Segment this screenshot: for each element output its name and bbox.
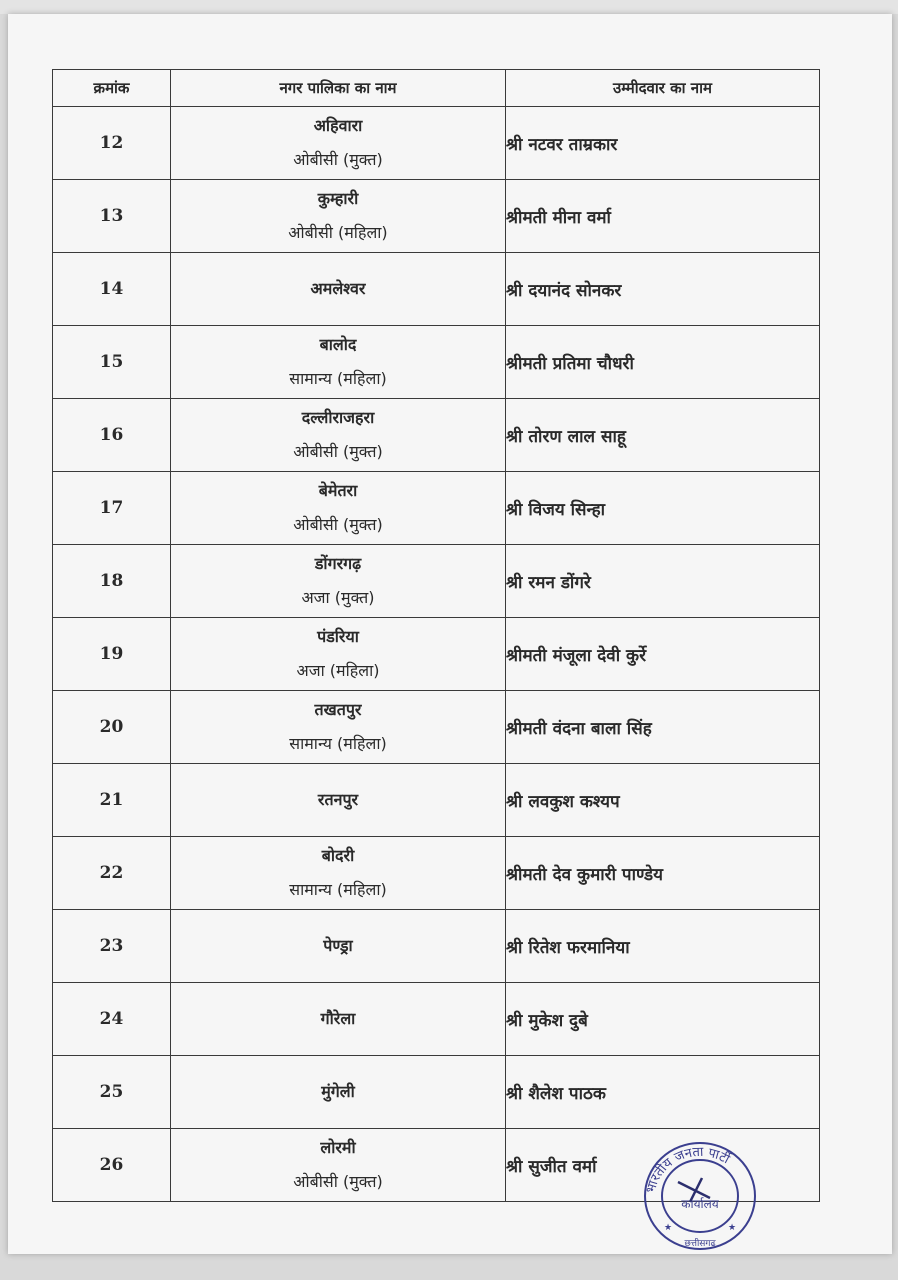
municipality-cell xyxy=(171,1129,506,1202)
candidate-name: श्रीमती मीना वर्मा xyxy=(506,180,820,253)
table-row xyxy=(53,326,820,399)
municipality-cell xyxy=(171,618,506,691)
municipality-cell xyxy=(171,837,506,910)
municipality-name: तखतपुर xyxy=(314,700,362,719)
serial-number: 16 xyxy=(53,399,171,472)
municipality-name: बोदरी xyxy=(321,846,355,865)
party-office-seal xyxy=(640,1138,760,1254)
reservation-category: सामान्य (महिला) xyxy=(289,369,387,388)
table-row xyxy=(53,545,820,618)
candidate-name: श्री रमन डोंगरे xyxy=(506,545,820,618)
table-row xyxy=(53,837,820,910)
table-row xyxy=(53,618,820,691)
municipality-cell xyxy=(171,107,506,180)
page-background xyxy=(0,0,898,14)
serial-number: 18 xyxy=(53,545,171,618)
candidate-name: श्रीमती प्रतिमा चौधरी xyxy=(506,326,820,399)
header-municipality: नगर पालिका का नाम xyxy=(171,70,506,107)
municipality-name: रतनपुर xyxy=(317,790,359,809)
reservation-category: ओबीसी (मुक्त) xyxy=(293,1172,383,1191)
candidate-name: श्री दयानंद सोनकर xyxy=(506,253,820,326)
table-row xyxy=(53,107,820,180)
serial-number: 25 xyxy=(53,1056,171,1129)
municipality-name: बालोद xyxy=(319,335,357,354)
candidate-name: श्री लवकुश कश्यप xyxy=(506,764,820,837)
municipality-name: पंडरिया xyxy=(317,627,359,646)
reservation-category: ओबीसी (महिला) xyxy=(288,223,388,242)
header-serial: क्रमांक xyxy=(53,70,171,107)
municipality-name: पेण्ड्रा xyxy=(323,936,353,955)
serial-number: 22 xyxy=(53,837,171,910)
reservation-category: सामान्य (महिला) xyxy=(289,734,387,753)
candidate-name: श्री शैलेश पाठक xyxy=(506,1056,820,1129)
serial-number: 14 xyxy=(53,253,171,326)
municipality-cell xyxy=(171,983,506,1056)
serial-number: 21 xyxy=(53,764,171,837)
candidate-name: श्रीमती वंदना बाला सिंह xyxy=(506,691,820,764)
municipality-cell xyxy=(171,764,506,837)
candidate-table xyxy=(52,69,820,1202)
serial-number: 23 xyxy=(53,910,171,983)
seal-bottom-text: छत्तीसगढ़ xyxy=(684,1239,716,1249)
candidate-name: श्रीमती मंजूला देवी कुर्रे xyxy=(506,618,820,691)
serial-number: 17 xyxy=(53,472,171,545)
municipality-name: मुंगेली xyxy=(321,1082,355,1101)
table-row xyxy=(53,399,820,472)
municipality-name: डोंगरगढ़ xyxy=(314,554,362,573)
reservation-category: सामान्य (महिला) xyxy=(289,880,387,899)
seal-star-left: ★ xyxy=(664,1223,673,1233)
municipality-cell xyxy=(171,545,506,618)
seal-star-right: ★ xyxy=(728,1223,737,1233)
serial-number: 12 xyxy=(53,107,171,180)
candidate-name: श्री रितेश फरमानिया xyxy=(506,910,820,983)
table-row xyxy=(53,180,820,253)
candidate-name: श्री सुजीत वर्मा xyxy=(506,1129,820,1202)
candidate-name: श्री मुकेश दुबे xyxy=(506,983,820,1056)
serial-number: 15 xyxy=(53,326,171,399)
reservation-category: अजा (महिला) xyxy=(296,661,380,680)
serial-number: 26 xyxy=(53,1129,171,1202)
reservation-category: अजा (मुक्त) xyxy=(301,588,375,607)
reservation-category: ओबीसी (मुक्त) xyxy=(293,150,383,169)
municipality-cell xyxy=(171,691,506,764)
municipality-cell xyxy=(171,253,506,326)
header-candidate: उम्मीदवार का नाम xyxy=(506,70,820,107)
table-row xyxy=(53,691,820,764)
serial-number: 24 xyxy=(53,983,171,1056)
seal-center-text: कार्यालय xyxy=(681,1197,719,1211)
municipality-name: अमलेश्वर xyxy=(310,279,366,298)
table-header-row xyxy=(53,70,820,107)
serial-number: 13 xyxy=(53,180,171,253)
candidate-name: श्री विजय सिन्हा xyxy=(506,472,820,545)
serial-number: 20 xyxy=(53,691,171,764)
municipality-cell xyxy=(171,326,506,399)
municipality-name: दल्लीराजहरा xyxy=(301,408,375,427)
seal-ring-text: भारतीय जनता पार्टी xyxy=(643,1144,732,1196)
candidate-name: श्री नटवर ताम्रकार xyxy=(506,107,820,180)
municipality-name: कुम्हारी xyxy=(317,189,359,208)
municipality-cell xyxy=(171,910,506,983)
table-row xyxy=(53,764,820,837)
table-row xyxy=(53,472,820,545)
reservation-category: ओबीसी (मुक्त) xyxy=(293,515,383,534)
reservation-category: ओबीसी (मुक्त) xyxy=(293,442,383,461)
candidate-name: श्री तोरण लाल साहू xyxy=(506,399,820,472)
municipality-cell xyxy=(171,180,506,253)
municipality-cell xyxy=(171,399,506,472)
candidate-name: श्रीमती देव कुमारी पाण्डेय xyxy=(506,837,820,910)
table-row xyxy=(53,983,820,1056)
municipality-cell xyxy=(171,1056,506,1129)
municipality-name: अहिवारा xyxy=(313,116,363,135)
municipality-name: लोरमी xyxy=(320,1138,356,1157)
table-row xyxy=(53,1056,820,1129)
municipality-cell xyxy=(171,472,506,545)
table-row xyxy=(53,253,820,326)
table-row xyxy=(53,910,820,983)
municipality-name: बेमेतरा xyxy=(318,481,358,500)
serial-number: 19 xyxy=(53,618,171,691)
municipality-name: गौरेला xyxy=(320,1009,356,1028)
